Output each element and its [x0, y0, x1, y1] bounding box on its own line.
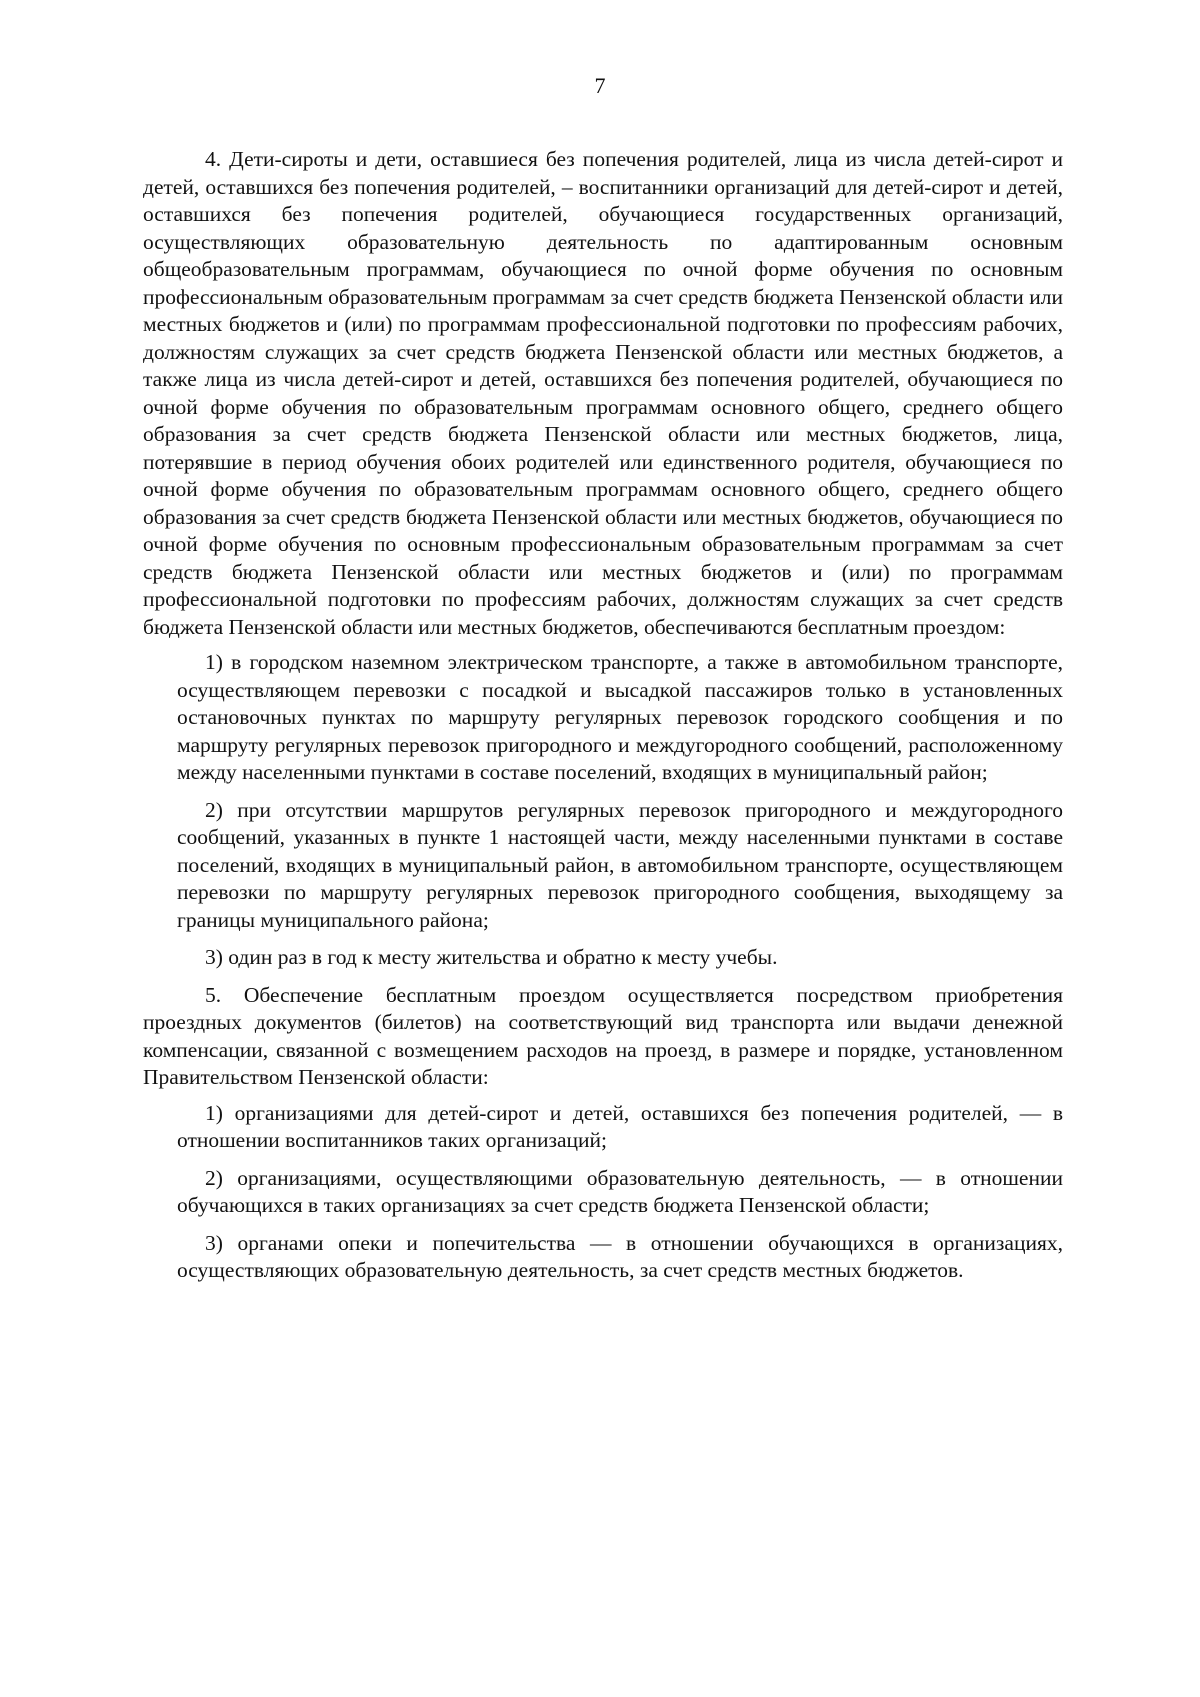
paragraph-5-item-1: 1) организациями для детей-сирот и детей, оставшихся без попечения родителей, — в отношении воспитанников таких организаций;	[177, 1100, 1063, 1152]
paragraph-4-item-3: 3) один раз в год к месту жительства и обратно к месту учебы.	[205, 945, 778, 969]
paragraph-5-item-3: 3) органами опеки и попечительства — в отношении обучающихся в организациях, осуществляющих образовательную деятельность, за счет средств местных бюджетов.	[177, 1230, 1063, 1282]
paragraph-4-item-1: 1) в городском наземном электрическом транспорте, а также в автомобильном транспорте, осуществляющем перевозки с посадкой и высадкой пассажиров только в установленных остановочных пунктах по маршруту регулярных перевозок городского сообщения и по маршруту регулярных перевозок пригородного и междугородного сообщений, расположенному между населенными пунктами в составе поселений, входящих в муниципальный район;	[177, 650, 1063, 784]
document-body	[143, 146, 1063, 1295]
paragraph-4-item-2: 2) при отсутствии маршрутов регулярных перевозок пригородного и междугородного сообщений, указанных в пункте 1 настоящей части, между населенными пунктами в составе поселений, входящих в муниципальный район, в автомобильном транспорте, осуществляющем перевозки по маршруту регулярных перевозок пригородного сообщения, выходящему за границы муниципального района;	[177, 797, 1063, 932]
paragraph-4: 4. Дети-сироты и дети, оставшиеся без попечения родителей, лица из числа детей-сирот и детей, оставшихся без попечения родителей, – воспитанники организаций для детей-сирот и детей, оставшихся без попечения родителей, обучающиеся государственных организаций, осуществляющих образовательную деятельность по адаптированным основным общеобразовательным программам, обучающиеся по очной форме обучения по основным профессиональным образовательным программам за счет средств бюджета Пензенской области или местных бюджетов и (или) по программам профессиональной подготовки по профессиям рабочих, должностям служащих за счет средств бюджета Пензенской области или местных бюджетов, а также лица из числа детей-сирот и детей, оставшихся без попечения родителей, обучающиеся по очной форме обучения по образовательным программам основного общего, среднего общего образования за счет средств бюджета Пензенской области или местных бюджетов, лица, потерявшие в период обучения обоих родителей или единственного родителя, обучающиеся по очной форме обучения по образовательным программам основного общего, среднего общего образования за счет средств бюджета Пензенской области или местных бюджетов, обучающиеся по очной форме обучения по основным профессиональным образовательным программам за счет средств бюджета Пензенской области или местных бюджетов и (или) по программам профессиональной подготовки по профессиям рабочих, должностям служащих за счет средств бюджета Пензенской области или местных бюджетов, обеспечиваются бесплатным проездом:	[143, 147, 1063, 639]
paragraph-5: 5. Обеспечение бесплатным проездом осуществляется посредством приобретения проездных документов (билетов) на соответствующий вид транспорта или выдачи денежной компенсации, связанной с возмещением расходов на проезд, в размере и порядке, установленном Правительством Пензенской области:	[143, 982, 1063, 1089]
page-number: 7	[594, 73, 606, 98]
paragraph-5-item-2: 2) организациями, осуществляющими образовательную деятельность, — в отношении обучающихся в таких организациях за счет средств бюджета Пензенской области;	[177, 1165, 1063, 1217]
